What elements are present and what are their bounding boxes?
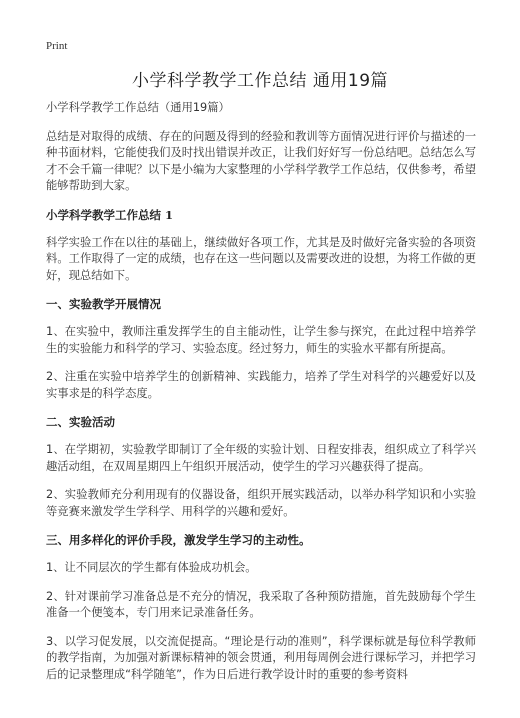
paragraph: 1、在实验中，教师注重发挥学生的自主能动性，让学生参与探究，在此过程中培养学生的实验能力和科学的学习、实验态度。经过努力，师生的实验水平都有所提高。 [46,325,476,355]
page-title: 小学科学教学工作总结 通用19篇 [131,71,389,91]
section-heading: 小学科学教学工作总结 1 [46,207,174,222]
intro-paragraph: 总结是对取得的成绩、存在的问题及得到的经验和教训等方面情况进行评价与描述的一种书面材料，它能使我们及时找出错误并改正，让我们好好写一份总结吧。总结怎么写才不会千篇一律呢？以下是小编为大家整理的小学科学教学工作总结，仅供参考，希望能够帮助到大家。 [46,129,476,192]
heading-experiment-activities: 二、实验活动 [46,415,115,429]
heading-evaluation-methods: 三、用多样化的评价手段，激发学生学习的主动性。 [46,533,311,547]
article-body [46,100,476,695]
section-intro-paragraph: 科学实验工作在以往的基础上，继续做好各项工作，尤其是及时做好完备实验的各项资料。工作取得了一定的成绩，也存在这一些问题以及需要改进的设想，为将工作做的更好，现总结如下。 [46,235,476,282]
paragraph: 1、在学期初，实验教学即制订了全年级的实验计划、日程安排表，组织成立了科学兴趣活动组，在双周星期四上午组织开展活动，使学生的学习兴趣获得了提高。 [46,443,476,473]
print-link[interactable]: Print [46,40,68,52]
paragraph: 3、以学习促发展，以交流促提高。“理论是行动的准则”，科学课标就是每位科学教师的教学指南，为加强对新课标精神的领会贯通，利用每周例会进行课标学习，并把学习后的记录整理成“科学随笔”，作为日后进行教学设计时的重要的参考资料 [46,634,476,681]
paragraph: 2、针对课前学习准备总是不充分的情况，我采取了各种预防措施，首先鼓励每个学生准备一个便笺本，专门用来记录准备任务。 [46,589,476,619]
subtitle: 小学科学教学工作总结（通用19篇） [46,101,230,114]
paragraph: 2、注重在实验中培养学生的创新精神、实践能力，培养了学生对科学的兴趣爱好以及实事求是的科学态度。 [46,370,476,400]
paragraph: 1、让不同层次的学生都有体验成功机会。 [46,561,257,574]
paragraph: 2、实验教师充分利用现有的仪器设备，组织开展实践活动，以举办科学知识和小实验等竞赛来激发学生学科学、用科学的兴趣和爱好。 [46,488,476,518]
heading-experiment-teaching: 一、实验教学开展情况 [46,297,161,311]
